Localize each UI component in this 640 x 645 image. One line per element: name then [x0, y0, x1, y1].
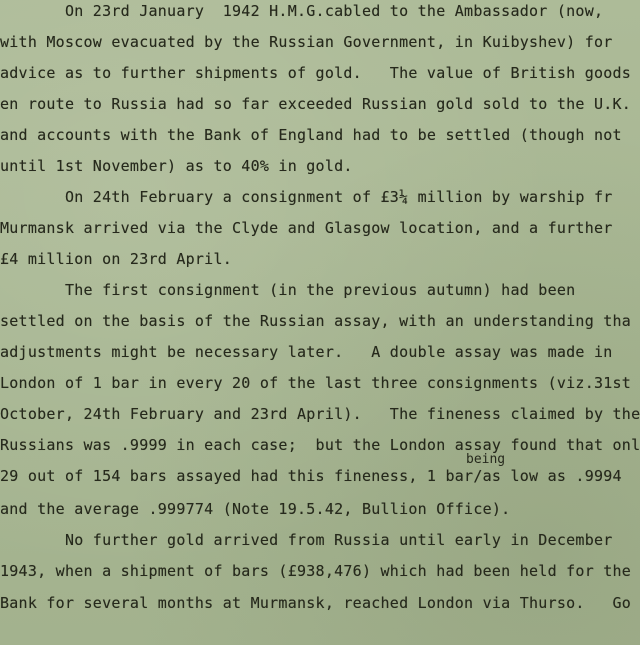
- text-line-7: On 24th February a consignment of £3¼ million by warship fr: [0, 188, 613, 206]
- text-line-5: and accounts with the Bank of England had to be settled (though not: [0, 126, 622, 144]
- text-line-10: The first consignment (in the previous autumn) had been: [0, 281, 576, 299]
- text-line-17: and the average .999774 (Note 19.5.42, Bullion Office).: [0, 500, 511, 518]
- text-line-8: Murmansk arrived via the Clyde and Glasgow location, and a further: [0, 219, 613, 237]
- text-line-6: until 1st November) as to 40% in gold.: [0, 157, 353, 175]
- text-line-19: 1943, when a shipment of bars (£938,476) which had been held for the: [0, 562, 632, 580]
- text-line-14: October, 24th February and 23rd April). The fineness claimed by the: [0, 405, 640, 423]
- text-line-16: 29 out of 154 bars assayed had this fineness, 1 bar/as low as .9994: [0, 467, 622, 485]
- interlinear-insert: being: [466, 452, 506, 467]
- text-line-11: settled on the basis of the Russian assay, with an understanding tha: [0, 312, 632, 330]
- text-line-12: adjustments might be necessary later. A double assay was made in: [0, 343, 613, 361]
- text-line-4: en route to Russia had so far exceeded Russian gold sold to the U.K.: [0, 95, 632, 113]
- text-line-13: London of 1 bar in every 20 of the last three consignments (viz.31st: [0, 374, 632, 392]
- text-line-2: with Moscow evacuated by the Russian Government, in Kuibyshev) for: [0, 33, 613, 51]
- text-line-20: Bank for several months at Murmansk, reached London via Thurso. Go: [0, 594, 632, 612]
- text-line-3: advice as to further shipments of gold. The value of British goods: [0, 64, 632, 82]
- text-line-18: No further gold arrived from Russia until early in December: [0, 531, 613, 549]
- text-line-15: Russians was .9999 in each case; but the London assay found that onl: [0, 436, 640, 454]
- text-line-1: On 23rd January 1942 H.M.G.cabled to the Ambassador (now,: [0, 2, 604, 20]
- text-line-9: £4 million on 23rd April.: [0, 250, 233, 268]
